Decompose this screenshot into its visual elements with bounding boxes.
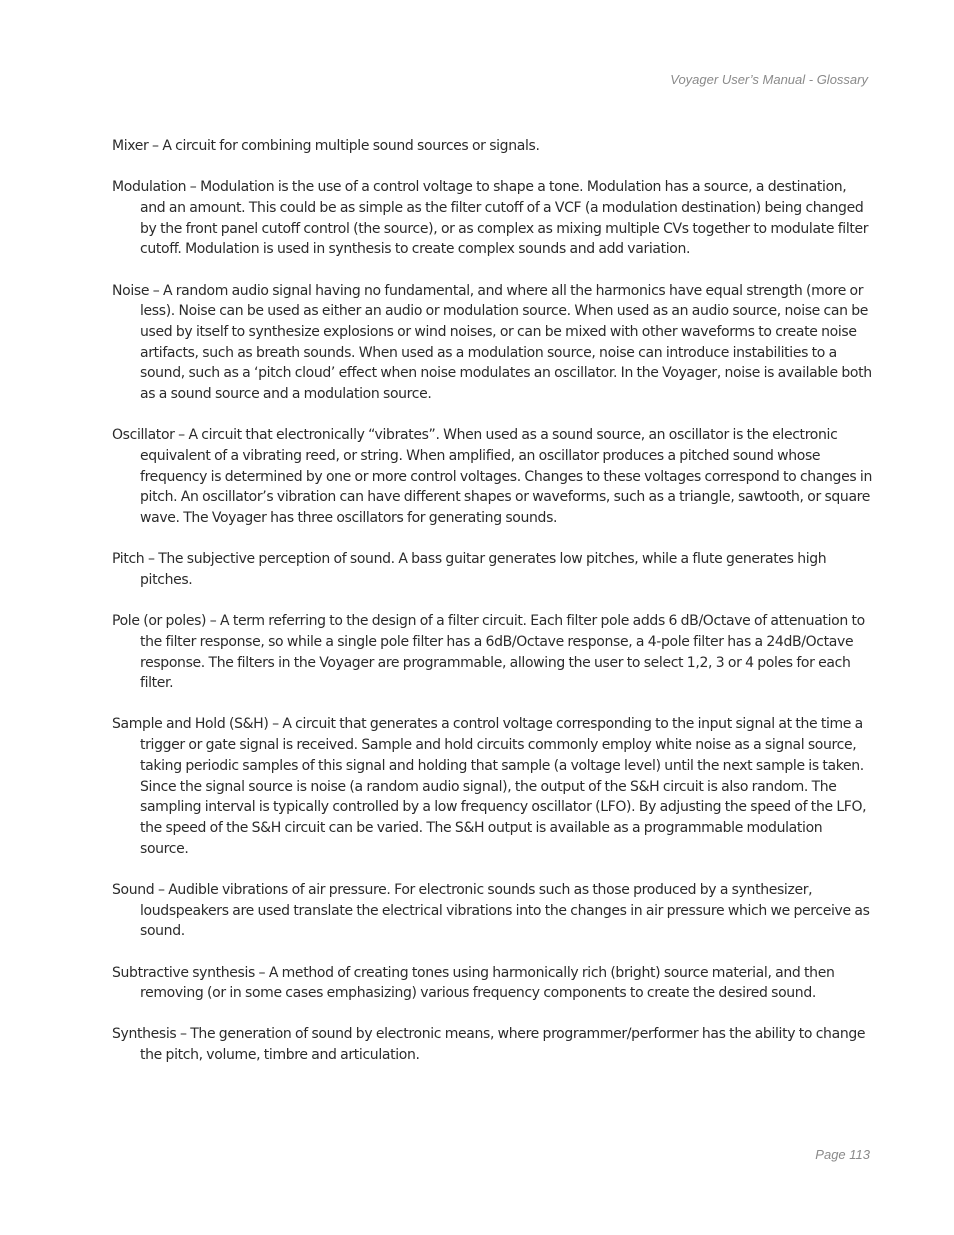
term-separator: – bbox=[176, 1026, 191, 1043]
glossary-definition: A term referring to the design of a filter circuit. Each filter pole adds 6 dB/Octave of attenuation to the filter response, so while a single pole filter has a 6dB/Octave response, a 4-pole filter has a 24dB/Octave response. The filters in the Voyager are programmable, allowing the user to select 1,2, 3 or 4 poles for each filter. bbox=[140, 613, 865, 692]
term-separator: – bbox=[148, 138, 163, 154]
glossary-term: Oscillator bbox=[112, 427, 175, 444]
glossary-term: Mixer bbox=[112, 138, 149, 154]
running-header: Voyager User’s Manual - Glossary bbox=[670, 72, 868, 87]
glossary-term: Modulation bbox=[112, 179, 187, 196]
glossary-term: Synthesis bbox=[112, 1026, 177, 1043]
glossary-term: Subtractive synthesis bbox=[112, 964, 255, 981]
glossary-term: Sample and Hold (S&H) bbox=[112, 716, 269, 733]
glossary-term: Sound bbox=[112, 881, 155, 898]
glossary-entry-mixer bbox=[112, 136, 874, 157]
glossary-entry-noise bbox=[112, 281, 874, 405]
glossary-entry-modulation bbox=[112, 177, 874, 260]
glossary-entry-sample-and-hold bbox=[112, 714, 874, 859]
glossary-definition: The subjective perception of sound. A bass guitar generates low pitches, while a flute generates high pitches. bbox=[140, 551, 827, 588]
glossary-term: Pitch bbox=[112, 551, 145, 568]
term-separator: – bbox=[186, 179, 201, 196]
term-separator: – bbox=[206, 613, 221, 630]
glossary-definition: A method of creating tones using harmonically rich (bright) source material, and then removing (or in some cases emphasizing) various frequency components to create the desired sound. bbox=[140, 964, 835, 1002]
glossary-definition: A random audio signal having no fundamental, and where all the harmonics have equal strength (more or less). Noise can be used as either an audio or modulation source. When used as an audio source, noise can be used by itself to synthesize explosions or wind noises, or can be mixed with other waveforms to create noise artifacts, such as breath sounds. When used as a modulation source, noise can introduce instabilities to a sound, such as a ‘pitch cloud’ effect when noise modulates an oscillator. In the Voyager, noise is available both as a sound source and a modulation source. bbox=[140, 282, 872, 403]
glossary-entry-subtractive-synthesis bbox=[112, 963, 874, 1004]
term-separator: – bbox=[254, 964, 269, 981]
glossary-entry-synthesis bbox=[112, 1024, 874, 1065]
page-number: Page 113 bbox=[815, 1147, 870, 1162]
glossary-entry-pole bbox=[112, 611, 874, 694]
glossary-definition: A circuit for combining multiple sound sources or signals. bbox=[162, 138, 540, 154]
glossary-entry-pitch bbox=[112, 549, 874, 590]
glossary-term: Noise bbox=[112, 282, 150, 299]
glossary-definition: A circuit that generates a control voltage corresponding to the input signal at the time a trigger or gate signal is received. Sample and hold circuits commonly employ white noise as a signal source, taking periodic samples of this signal and holding that sample (a voltage level) until the next sample is taken. Since the signal source is noise (a random audio signal), the output of the S&H circuit is also random. The sampling interval is typically controlled by a low frequency oscillator (LFO). By adjusting the speed of the LFO, the speed of the S&H circuit can be varied. The S&H output is available as a programmable modulation source. bbox=[140, 716, 867, 857]
glossary-definition: Audible vibrations of air pressure. For electronic sounds such as those produced by a synthesizer, loudspeakers are used translate the electrical vibrations into the changes in air pressure which we perceive as sound. bbox=[140, 881, 870, 940]
term-separator: – bbox=[149, 282, 163, 299]
glossary-definition: The generation of sound by electronic means, where programmer/performer has the ability to change the pitch, volume, timbre and articulation. bbox=[140, 1026, 866, 1064]
glossary-list bbox=[112, 136, 874, 1086]
term-separator: – bbox=[144, 551, 159, 568]
glossary-definition: A circuit that electronically “vibrates”. When used as a sound source, an oscillator is the electronic equivalent of a vibrating reed, or string. When amplified, an oscillator produces a pitched sound whose frequency is determined by one or more control voltages. Changes to these voltages correspond to changes in pitch. An oscillator’s vibration can have different shapes or waveforms, such as a triangle, sawtooth, or square wave. The Voyager has three oscillators for generating sounds. bbox=[140, 427, 872, 527]
term-separator: – bbox=[174, 427, 189, 444]
term-separator: – bbox=[268, 716, 283, 733]
glossary-entry-sound bbox=[112, 880, 874, 942]
glossary-term: Pole (or poles) bbox=[112, 613, 207, 630]
glossary-entry-oscillator bbox=[112, 425, 874, 529]
term-separator: – bbox=[154, 881, 169, 898]
glossary-definition: Modulation is the use of a control voltage to shape a tone. Modulation has a source, a destination, and an amount. This could be as simple as the filter cutoff of a VCF (a modulation destination) being changed by the front panel cutoff control (the source), or as complex as mixing multiple CVs together to modulate filter cutoff. Modulation is used in synthesis to create complex sounds and add variation. bbox=[140, 179, 869, 258]
